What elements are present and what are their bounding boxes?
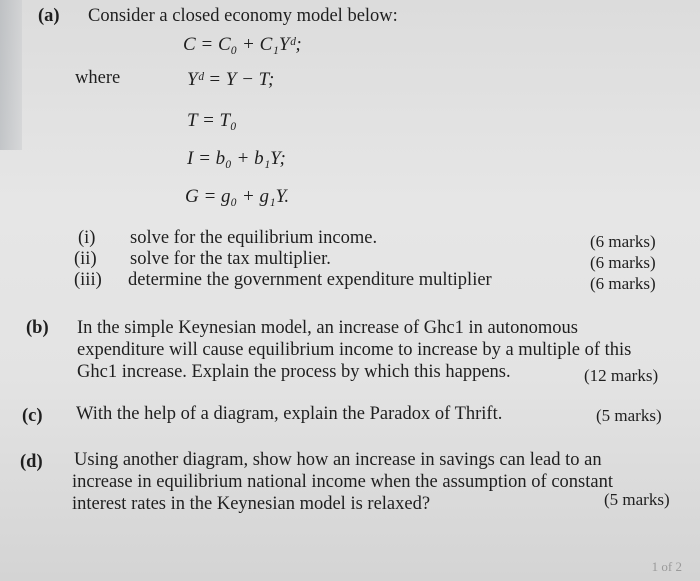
question-c-text: With the help of a diagram, explain the Paradox of Thrift.: [76, 404, 503, 424]
question-d-marks: (5 marks): [604, 490, 670, 509]
question-b-line: expenditure will cause equilibrium income to increase by a multiple of this: [77, 340, 632, 360]
question-d-line: Using another diagram, show how an increase in savings can lead to an: [74, 450, 602, 470]
equation-consumption: C = C₀ + C₁Yᵈ;: [183, 34, 302, 55]
question-a-label: (a): [38, 6, 60, 26]
sub-item-text: solve for the equilibrium income.: [130, 228, 378, 248]
sub-item-marks: (6 marks): [590, 274, 656, 293]
question-b-label: (b): [26, 318, 49, 338]
sub-item-marks: (6 marks): [590, 253, 656, 272]
binder-edge: [0, 0, 22, 150]
where-label: where: [75, 68, 121, 88]
question-b-line: Ghc1 increase. Explain the process by which this happens.: [77, 362, 511, 382]
sub-item-label: (i): [78, 228, 96, 248]
question-d-line: interest rates in the Keynesian model is relaxed?: [72, 494, 431, 514]
question-d-label: (d): [20, 452, 43, 472]
question-a-intro: Consider a closed economy model below:: [88, 6, 398, 26]
question-c-label: (c): [22, 406, 43, 426]
equation-investment: I = b₀ + b₁Y;: [187, 148, 286, 169]
question-d-line: increase in equilibrium national income when the assumption of constant: [72, 472, 613, 492]
question-c-marks: (5 marks): [596, 406, 662, 425]
sub-item-label: (ii): [74, 249, 97, 269]
sub-item-marks: (6 marks): [590, 232, 656, 251]
equation-tax: T = T₀: [187, 110, 237, 131]
sub-item-label: (iii): [74, 270, 102, 290]
sub-item-text: solve for the tax multiplier.: [130, 249, 331, 269]
question-b-marks: (12 marks): [584, 366, 659, 385]
page-number: 1 of 2: [651, 559, 682, 574]
sub-item-text: determine the government expenditure multiplier: [128, 270, 492, 290]
equation-government: G = g₀ + g₁Y.: [185, 186, 290, 207]
question-b-line: In the simple Keynesian model, an increase of Ghc1 in autonomous: [77, 318, 578, 338]
equation-disposable-income: Yᵈ = Y − T;: [187, 69, 275, 90]
